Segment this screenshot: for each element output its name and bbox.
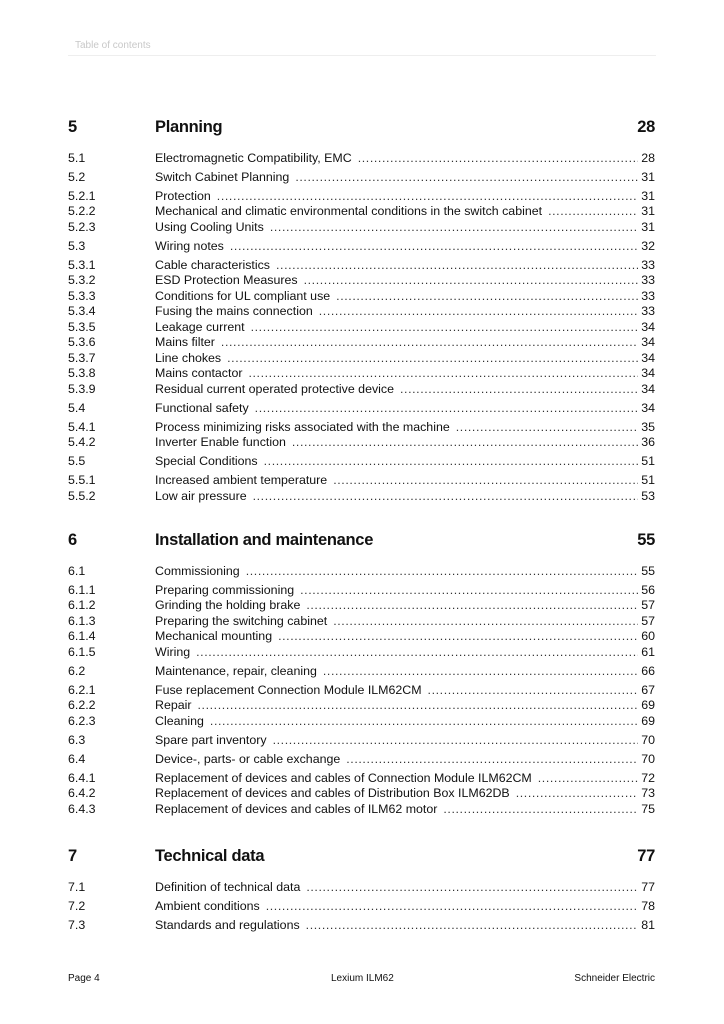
toc-entry[interactable] — [68, 435, 655, 451]
dot-leader — [217, 189, 638, 205]
entry-page: 70 — [641, 751, 655, 766]
dot-leader — [306, 918, 639, 934]
dot-leader — [270, 220, 638, 236]
toc-entry[interactable] — [68, 598, 655, 614]
entry-number: 6.3 — [68, 732, 86, 747]
entry-number: 6.1.3 — [68, 613, 96, 628]
dot-leader — [323, 664, 638, 680]
running-header: Table of contents — [75, 40, 151, 51]
entry-title: Repair — [155, 698, 192, 712]
spacer — [68, 550, 655, 560]
entry-number: 7.1 — [68, 879, 86, 894]
entry-title: Process minimizing risks associated with the machine — [155, 419, 450, 434]
toc-entry[interactable] — [68, 564, 655, 580]
entry-number: 5.3.3 — [68, 288, 96, 303]
entry-page: 73 — [641, 786, 655, 800]
entry-title: Cable characteristics — [155, 257, 271, 272]
entry-page: 70 — [641, 732, 655, 747]
entry-title: Ambient conditions — [155, 898, 260, 913]
entry-number: 5.1 — [68, 150, 86, 165]
entry-number: 6.2.2 — [68, 698, 96, 712]
entry-page: 34 — [641, 350, 655, 365]
toc-entry[interactable] — [68, 239, 655, 255]
footer-product: Lexium ILM62 — [331, 973, 394, 984]
dot-leader — [400, 382, 638, 398]
entry-number: 6.1.4 — [68, 629, 96, 643]
entry-page: 57 — [641, 598, 655, 612]
entry-title: Special Conditions — [155, 454, 258, 468]
entry-title: Electromagnetic Compatibility, EMC — [155, 150, 352, 165]
entry-number: 5.3.9 — [68, 381, 96, 396]
toc-entry[interactable] — [68, 683, 655, 699]
entry-page: 31 — [641, 169, 655, 184]
entry-title: Mains contactor — [155, 366, 243, 380]
entry-page: 75 — [641, 801, 655, 816]
entry-title: Replacement of devices and cables of ILM62 motor — [155, 801, 438, 816]
chapter-number: 6 — [68, 531, 77, 549]
spacer — [68, 137, 655, 147]
footer-page-number: Page 4 — [68, 973, 100, 984]
entry-title: Switch Cabinet Planning — [155, 169, 290, 184]
entry-number: 5.3.4 — [68, 304, 96, 318]
entry-page: 60 — [641, 629, 655, 643]
dot-leader — [336, 289, 638, 305]
toc-entry[interactable] — [68, 786, 655, 802]
toc-entry[interactable] — [68, 351, 655, 367]
entry-page: 57 — [641, 613, 655, 628]
toc-entry[interactable] — [68, 583, 655, 599]
entry-number: 5.3.5 — [68, 319, 96, 334]
entry-page: 67 — [641, 682, 655, 697]
entry-title: Residual current operated protective device — [155, 381, 394, 396]
entry-page: 51 — [641, 473, 655, 487]
entry-page: 61 — [641, 644, 655, 659]
toc-entry[interactable] — [68, 714, 655, 730]
entry-title: Definition of technical data — [155, 879, 301, 894]
dot-leader — [346, 752, 638, 768]
entry-page: 34 — [641, 381, 655, 396]
entry-title: Wiring notes — [155, 238, 224, 253]
entry-number: 5.4.1 — [68, 419, 96, 434]
header-divider — [68, 55, 656, 56]
toc-entry[interactable] — [68, 366, 655, 382]
dot-leader — [198, 698, 639, 714]
entry-title: Device-, parts- or cable exchange — [155, 751, 341, 766]
entry-page: 33 — [641, 273, 655, 287]
dot-leader — [276, 258, 638, 274]
chapter-page: 55 — [637, 531, 655, 549]
entry-page: 78 — [641, 898, 655, 913]
dot-leader — [319, 304, 638, 320]
chapter-title: Installation and maintenance — [155, 531, 374, 549]
entry-page: 53 — [641, 488, 655, 503]
toc-entry[interactable] — [68, 802, 655, 818]
entry-number: 5.3.6 — [68, 335, 96, 349]
entry-page: 33 — [641, 257, 655, 272]
entry-page: 34 — [641, 335, 655, 349]
entry-number: 5.2.3 — [68, 219, 96, 234]
toc-entry[interactable] — [68, 320, 655, 336]
entry-number: 6.4.2 — [68, 786, 96, 800]
entry-page: 31 — [641, 219, 655, 234]
entry-title: Cleaning — [155, 713, 204, 728]
dot-leader — [538, 771, 638, 787]
dot-leader — [251, 320, 639, 336]
entry-page: 36 — [641, 435, 655, 449]
dot-leader — [278, 629, 638, 645]
toc-chapter — [68, 846, 655, 937]
entry-title: Functional safety — [155, 400, 249, 415]
entry-page: 34 — [641, 400, 655, 415]
entry-title: Spare part inventory — [155, 732, 267, 747]
toc-entry[interactable] — [68, 258, 655, 274]
entry-title: Preparing the switching cabinet — [155, 613, 328, 628]
entry-title: Conditions for UL compliant use — [155, 288, 331, 303]
toc-entry[interactable] — [68, 273, 655, 289]
toc-entry[interactable] — [68, 733, 655, 749]
chapter-title: Planning — [155, 118, 223, 136]
entry-title: Mechanical mounting — [155, 629, 273, 643]
entry-number: 5.2 — [68, 169, 86, 184]
entry-title: ESD Protection Measures — [155, 273, 298, 287]
entry-page: 69 — [641, 698, 655, 712]
dot-leader — [358, 151, 638, 167]
entry-number: 6.2 — [68, 663, 86, 678]
entry-page: 31 — [641, 204, 655, 218]
dot-leader — [221, 335, 638, 351]
dot-leader — [516, 786, 639, 802]
entry-number: 6.1.5 — [68, 644, 96, 659]
toc-entry[interactable] — [68, 771, 655, 787]
entry-number: 6.4.1 — [68, 770, 96, 785]
dot-leader — [227, 351, 638, 367]
entry-title: Wiring — [155, 644, 191, 659]
entry-title: Low air pressure — [155, 488, 247, 503]
dot-leader — [333, 614, 638, 630]
toc-entry[interactable] — [68, 289, 655, 305]
chapter-number: 5 — [68, 118, 77, 136]
entry-title: Preparing commissioning — [155, 582, 295, 597]
entry-page: 33 — [641, 288, 655, 303]
entry-page: 81 — [641, 917, 655, 932]
toc-chapter — [68, 117, 655, 504]
entry-title: Standards and regulations — [155, 917, 300, 932]
chapter-page: 77 — [637, 847, 655, 865]
entry-page: 77 — [641, 879, 655, 894]
toc-entry[interactable] — [68, 645, 655, 661]
dot-leader — [304, 273, 639, 289]
entry-title: Maintenance, repair, cleaning — [155, 663, 317, 678]
toc-entry[interactable] — [68, 614, 655, 630]
chapter-heading[interactable] — [68, 846, 655, 866]
entry-number: 6.1 — [68, 563, 86, 578]
dot-leader — [443, 802, 638, 818]
toc-entry[interactable] — [68, 170, 655, 186]
footer-company: Schneider Electric — [574, 973, 655, 984]
dot-leader — [292, 435, 638, 451]
entry-title: Replacement of devices and cables of Connection Module ILM62CM — [155, 770, 532, 785]
entry-page: 72 — [641, 770, 655, 785]
entry-number: 6.2.1 — [68, 682, 96, 697]
entry-number: 5.5.1 — [68, 473, 96, 487]
entry-number: 5.2.1 — [68, 188, 96, 203]
entry-number: 5.2.2 — [68, 204, 96, 218]
toc-entry[interactable] — [68, 151, 655, 167]
entry-title: Fusing the mains connection — [155, 304, 313, 318]
dot-leader — [295, 170, 638, 186]
dot-leader — [255, 401, 639, 417]
dot-leader — [306, 598, 638, 614]
dot-leader — [246, 564, 639, 580]
entry-number: 7.3 — [68, 917, 86, 932]
toc-entry[interactable] — [68, 629, 655, 645]
entry-number: 6.4 — [68, 751, 86, 766]
dot-leader — [300, 583, 638, 599]
entry-title: Mains filter — [155, 335, 215, 349]
entry-page: 56 — [641, 582, 655, 597]
entry-page: 34 — [641, 319, 655, 334]
toc-entry[interactable] — [68, 420, 655, 436]
entry-number: 5.3.7 — [68, 350, 96, 365]
entry-page: 34 — [641, 366, 655, 380]
entry-title: Protection — [155, 188, 211, 203]
dot-leader — [253, 489, 639, 505]
chapter-heading[interactable] — [68, 117, 655, 137]
entry-number: 5.3 — [68, 238, 86, 253]
entry-page: 66 — [641, 663, 655, 678]
entry-page: 32 — [641, 238, 655, 253]
entry-title: Increased ambient temperature — [155, 473, 328, 487]
entry-number: 6.4.3 — [68, 801, 96, 816]
chapter-number: 7 — [68, 847, 77, 865]
entry-title: Fuse replacement Connection Module ILM62CM — [155, 682, 422, 697]
entry-number: 5.5 — [68, 454, 86, 468]
toc-entry[interactable] — [68, 664, 655, 680]
entry-number: 5.4 — [68, 400, 86, 415]
chapter-title: Technical data — [155, 847, 265, 865]
toc-entry[interactable] — [68, 220, 655, 236]
toc-entry[interactable] — [68, 473, 655, 489]
dot-leader — [306, 880, 638, 896]
entry-page: 51 — [641, 454, 655, 468]
entry-title: Mechanical and climatic environmental conditions in the switch cabinet — [155, 204, 543, 218]
toc-entry[interactable] — [68, 189, 655, 205]
entry-page: 33 — [641, 304, 655, 318]
dot-leader — [248, 366, 638, 382]
toc-entry[interactable] — [68, 489, 655, 505]
toc-chapter — [68, 530, 655, 817]
dot-leader — [428, 683, 639, 699]
dot-leader — [210, 714, 638, 730]
entry-number: 5.4.2 — [68, 435, 96, 449]
entry-number: 5.3.1 — [68, 257, 96, 272]
dot-leader — [266, 899, 639, 915]
dot-leader — [333, 473, 638, 489]
entry-number: 5.3.8 — [68, 366, 96, 380]
toc-entry[interactable] — [68, 899, 655, 915]
entry-title: Using Cooling Units — [155, 219, 264, 234]
chapter-page: 28 — [637, 118, 655, 136]
entry-number: 7.2 — [68, 898, 86, 913]
spacer — [68, 866, 655, 876]
dot-leader — [264, 454, 639, 470]
entry-page: 31 — [641, 188, 655, 203]
dot-leader — [548, 204, 638, 220]
toc-entry[interactable] — [68, 335, 655, 351]
entry-page: 28 — [641, 150, 655, 165]
entry-title: Leakage current — [155, 319, 245, 334]
entry-number: 5.3.2 — [68, 273, 96, 287]
entry-title: Line chokes — [155, 350, 222, 365]
dot-leader — [196, 645, 638, 661]
entry-number: 6.1.1 — [68, 582, 96, 597]
dot-leader — [273, 733, 639, 749]
entry-title: Grinding the holding brake — [155, 598, 301, 612]
entry-page: 55 — [641, 563, 655, 578]
entry-page: 35 — [641, 419, 655, 434]
toc-entry[interactable] — [68, 454, 655, 470]
toc-entry[interactable] — [68, 698, 655, 714]
entry-number: 5.5.2 — [68, 488, 96, 503]
toc-entry[interactable] — [68, 204, 655, 220]
entry-title: Inverter Enable function — [155, 435, 286, 449]
toc-entry[interactable] — [68, 918, 655, 934]
toc-entry[interactable] — [68, 401, 655, 417]
entry-title: Replacement of devices and cables of Distribution Box ILM62DB — [155, 786, 510, 800]
toc-entry[interactable] — [68, 304, 655, 320]
toc-entry[interactable] — [68, 880, 655, 896]
entry-page: 69 — [641, 713, 655, 728]
entry-number: 6.2.3 — [68, 713, 96, 728]
dot-leader — [230, 239, 638, 255]
toc-entry[interactable] — [68, 752, 655, 768]
entry-title: Commissioning — [155, 563, 240, 578]
dot-leader — [456, 420, 638, 436]
toc-entry[interactable] — [68, 382, 655, 398]
chapter-heading[interactable] — [68, 530, 655, 550]
entry-number: 6.1.2 — [68, 598, 96, 612]
